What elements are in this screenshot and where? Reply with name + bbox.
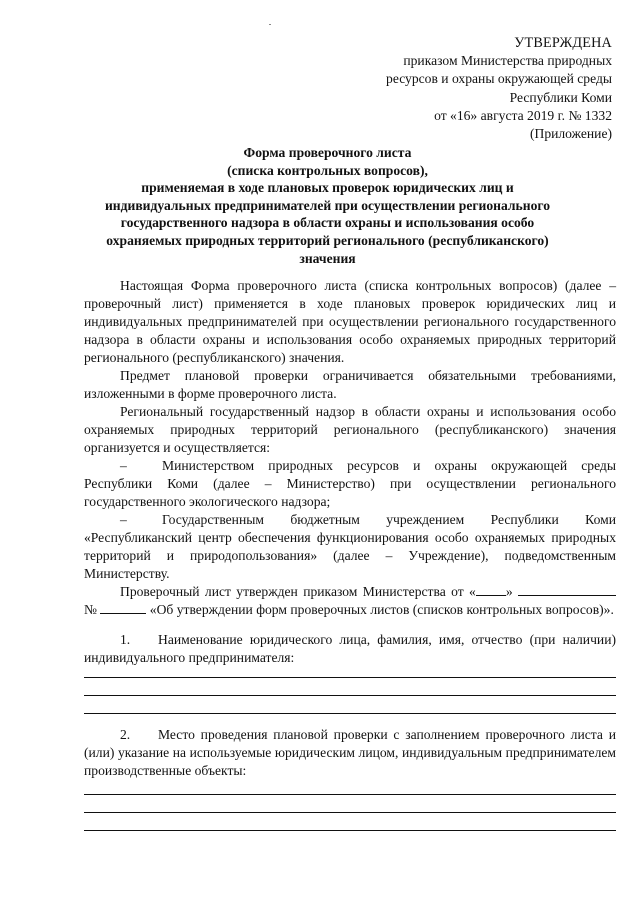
title-line-4: индивидуальных предпринимателей при осуществлении регионального bbox=[104, 197, 551, 213]
order-date-blank bbox=[518, 595, 616, 596]
list-dash: – bbox=[120, 458, 127, 473]
approval-line-5: (Приложение) bbox=[529, 126, 612, 142]
approval-line-4: от «16» августа 2019 г. № 1332 bbox=[434, 107, 612, 123]
answer-line bbox=[84, 794, 616, 795]
question-1 bbox=[84, 631, 616, 667]
document-title bbox=[80, 144, 575, 267]
answer-line bbox=[84, 812, 616, 813]
document-body bbox=[84, 277, 616, 831]
list-dash: – bbox=[120, 512, 127, 527]
paragraph-subject: Предмет плановой проверки ограничивается обязательными требованиями, изложенными в форме проверочного листа. bbox=[84, 368, 616, 401]
approval-line-3: Республики Коми bbox=[509, 89, 612, 105]
spacer bbox=[84, 619, 616, 631]
title-line-7: значения bbox=[299, 250, 356, 266]
list-item-ministry bbox=[84, 457, 616, 511]
approval-stamp bbox=[312, 34, 612, 143]
answer-line bbox=[84, 677, 616, 678]
question-2 bbox=[84, 726, 616, 780]
approval-line-1: приказом Министерства природных bbox=[403, 53, 612, 69]
order-text-b: » bbox=[505, 584, 513, 599]
spacer bbox=[84, 714, 616, 726]
list-item-ministry-text: Министерством природных ресурсов и охраны окружающей среды Республики Коми (далее – Министерство) при осуществлении регионального государственного экологического надзора; bbox=[84, 458, 616, 509]
approval-heading: УТВЕРЖДЕНА bbox=[514, 35, 612, 51]
question-1-number: 1. bbox=[120, 632, 131, 647]
order-number-blank bbox=[100, 613, 146, 614]
question-2-text: Место проведения плановой проверки с заполнением проверочного листа и (или) указание на используемые юридическим лицом, индивидуальным предпринимателем производственные объекты: bbox=[84, 727, 616, 778]
paragraph-supervision: Региональный государственный надзор в области охраны и использования особо охраняемых природных территорий регионального (республиканского) значения организуется и осуществляется: bbox=[84, 404, 616, 455]
scan-mark bbox=[269, 24, 271, 25]
order-text-d: «Об утверждении форм проверочных листов (списков контрольных вопросов)». bbox=[149, 602, 614, 617]
list-item-institution-text: Государственным бюджетным учреждением Республики Коми «Республиканский центр обеспечения функционирования особо охраняемых природных территорий и природопользования» (далее – Учреждение), подведомственным Министерству. bbox=[84, 512, 616, 581]
list-item-institution bbox=[84, 511, 616, 583]
question-2-number: 2. bbox=[120, 727, 131, 742]
order-text-a: Проверочный лист утвержден приказом Министерства от « bbox=[120, 584, 476, 599]
question-1-text: Наименование юридического лица, фамилия, имя, отчество (при наличии) индивидуального предпринимателя: bbox=[84, 632, 616, 665]
paragraph-approval-order bbox=[84, 583, 616, 619]
answer-line bbox=[84, 830, 616, 831]
order-number-sign: № bbox=[84, 602, 97, 617]
title-line-5: государственного надзора в области охраны и использования особо bbox=[120, 215, 535, 231]
paragraph-intro: Настоящая Форма проверочного листа (списка контрольных вопросов) (далее – проверочный лист) применяется в ходе плановых проверок юридических лиц и индивидуальных предпринимателей при осуществлении регионального государственного надзора в области охраны и использования особо охраняемых природных территорий регионального (республиканского) значения. bbox=[84, 278, 616, 365]
title-line-2: (списка контрольных вопросов), bbox=[227, 162, 428, 178]
title-line-3: применяемая в ходе плановых проверок юридических лиц и bbox=[141, 180, 514, 196]
answer-line bbox=[84, 695, 616, 696]
approval-line-2: ресурсов и охраны окружающей среды bbox=[386, 71, 612, 87]
title-line-1: Форма проверочного листа bbox=[243, 145, 412, 160]
title-line-6: охраняемых природных территорий регионального (республиканского) bbox=[106, 232, 549, 248]
order-day-blank bbox=[476, 595, 506, 596]
